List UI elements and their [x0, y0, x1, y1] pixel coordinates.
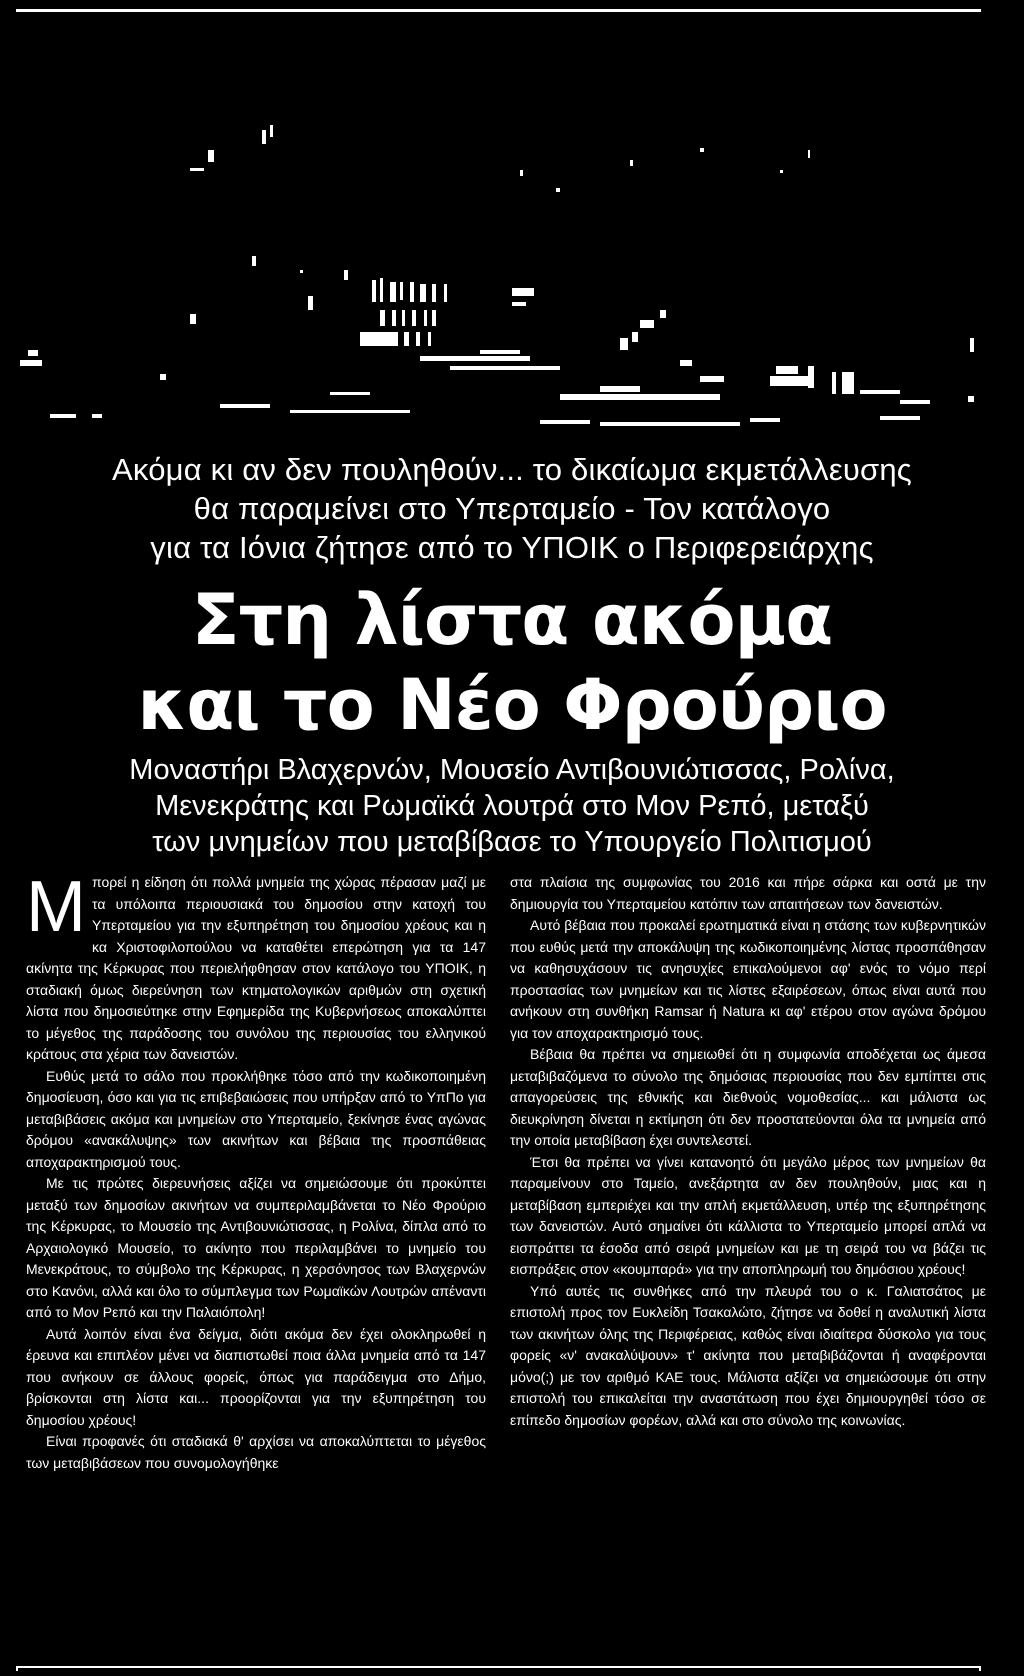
article-column-right [510, 872, 986, 1431]
headline-line-2: και το Νέο Φρούριο [137, 664, 887, 746]
subhead-line-3: των μνημείων που μεταβίβασε το Υπουργείο Πολιτισμού [152, 826, 872, 858]
subhead-line-2: Μενεκράτης και Ρωμαϊκά λουτρά στο Μον Ρεπό, μεταξύ [155, 790, 869, 822]
subheadline [40, 752, 984, 860]
paragraph: Αυτό βέβαια που προκαλεί ερωτηματικά είναι η στάσης των κυβερνητικών που ευθύς μετά την αποκάλυψη της κωδικοποιημένης λίστας προσπάθησαν να καθησυχάσουν τις ανησυχίες επικαλούμενοι αφ' ενός το νόμο περί προστασίας των μνημείων και τις λίστες εξαιρέσεων, όπως είναι αυτά που ανήκουν στη συνθήκη Ramsar ή Natura κι αφ' ετέρου στον αγώνα δρόμου για τον αποχαρακτηρισμό τους. [510, 917, 986, 1041]
night-fortress-photo [0, 20, 1024, 430]
paragraph: Με τις πρώτες διερευνήσεις αξίζει να σημειώσουμε ότι προκύπτει μεταξύ των δημοσίων ακινήτων να συμπεριλαμβάνεται το Νέο Φρούριο της Κέρκυρας, το Μουσείο της Αντιβουνιώτισσας, η Ρολίνα, δίπλα από το Αρχαιολογικό Μουσείο, το ακίνητο που περιλαμβάνει το μνημείο του Μενεκράτους, το σύμβολο της Κέρκυρας, η χερσόνησος των Βλαχερνών στο Κανόνι, αλλά και όλο το σύμπλεγμα των Ρωμαϊκών Λουτρών απέναντι από το Μον Ρεπό και την Παλαιόπολη! [26, 1175, 486, 1320]
paragraph: στα πλαίσια της συμφωνίας του 2016 και πήρε σάρκα και οστά με την δημιουργία του Υπερταμείου κατόπιν των απαιτήσεων των δανειστών. [510, 874, 986, 912]
top-rule [16, 9, 981, 12]
kicker [40, 450, 984, 567]
drop-cap: Μ [26, 867, 86, 947]
subhead-line-1: Μοναστήρι Βλαχερνών, Μουσείο Αντιβουνιώτισσας, Ρολίνα, [129, 754, 895, 786]
paragraph: Υπό αυτές τις συνθήκες από την πλευρά του ο κ. Γαλιατσάτος με επιστολή προς τον Ευκλείδη Τσακαλώτο, ζήτησε να δοθεί η αναλυτική λίστα των ακινήτων όλης της Περιφέρειας, καθώς είναι ιδιαίτερα δύσκολο για τους φορείς «ν' ανακαλύψουν» τ' ακίνητα που μεταβιβάζονται ή αναφέρονται μόνο(;) με τον αριθμό ΚΑΕ τους. Μάλιστα αξίζει να σημειώσουμε ότι στην επιστολή του επικαλείται την αναστάτωση που έχει δημιουργηθεί τόσο σε επίπεδο δημοσίων φορέων, αλλά και στο σύνολο της κοινωνίας. [510, 1282, 986, 1428]
headline-line-1: Στη λίστα ακόμα [191, 579, 833, 661]
paragraph: Αυτά λοιπόν είναι ένα δείγμα, διότι ακόμα δεν έχει ολοκληρωθεί η έρευνα και επιπλέον μένει να διαπιστωθεί ποια άλλα μνημεία από τα 147 που ανήκουν σε άλλους φορείς, όπως για παράδειγμα στο Δήμο, βρίσκονται στη λίστα και... προορίζονται για την εξυπηρέτηση του δημοσίου χρέους! [26, 1325, 486, 1428]
paragraph: πορεί η είδηση ότι πολλά μνημεία της χώρας πέρασαν μαζί με τα υπόλοιπα περιουσιακά του δημοσίου στην κατοχή του Υπερταμείου για την εξυπηρέτηση του δημοσίου χρέους και η κα Χριστοφιλοπούλου να καταθέτει επερώτηση για τα 147 ακίνητα της Κέρκυρας που περιελήφθησαν στον κατάλογο του ΥΠΟΙΚ, η σταδιακή όμως διερεύνηση των κτηματολογικών αριθμών στη σχετική λίστα που δημοσιεύτηκε στην Εφημερίδα της Κυβερνήσεως αποκαλύπτει το μέγεθος της παράδοσης του συνόλου της περιουσίας του ελληνικού κράτους στα χέρια των δανειστών. [26, 874, 486, 1062]
paragraph: Έτσι θα πρέπει να γίνει κατανοητό ότι μεγάλο μέρος των μνημείων θα παραμείνουν στο Ταμείο, ανεξάρτητα αν δεν πουληθούν, μιας και η μεταβίβαση εμπεριέχει και την απλή εκμετάλλευση, υπέρ της εξυπηρέτησης των δανειστών. Αυτό σημαίνει ότι κάλλιστα το Υπερταμείο μπορεί απλά να εισπράττει τα έσοδα από σειρά μνημείων και με τη σειρά του να βάζει τις εισπράξεις στον «κουμπαρά» για την αποπληρωμή του δημόσιου χρέους! [510, 1153, 986, 1277]
article-column-left [26, 867, 486, 1474]
kicker-line-3: για τα Ιόνια ζήτησε από το ΥΠΟΙΚ ο Περιφερειάρχης [150, 530, 874, 565]
paragraph: Ευθύς μετά το σάλο που προκλήθηκε τόσο από την κωδικοποιημένη δημοσίευση, όσο και για τις επιβεβαιώσεις που υπήρξαν από το ΥπΠο για μεταβιβάσεις ακόμα και μνημείων στο Υπερταμείο, ξεκίνησε ένας αγώνας δρόμου «ανακάλυψης» των ακινήτων και βέβαια της προσπάθειας αποχαρακτηρισμού τους. [26, 1067, 486, 1170]
kicker-line-2: θα παραμείνει στο Υπερταμείο - Τον κατάλογο [193, 491, 831, 526]
bottom-rule [16, 1666, 981, 1671]
kicker-line-1: Ακόμα κι αν δεν πουληθούν... το δικαίωμα εκμετάλλευσης [112, 452, 912, 487]
headline [40, 578, 984, 748]
paragraph: Είναι προφανές ότι σταδιακά θ' αρχίσει να αποκαλύπτεται το μέγεθος των μεταβιβάσεων που συνομολογήθηκε [26, 1433, 486, 1471]
paragraph: Βέβαια θα πρέπει να σημειωθεί ότι η συμφωνία αποδέχεται ως άμεσα μεταβιβαζόμενα το σύνολο της δημόσιας περιουσίας που δεν εμπίπτει στις απαγορεύσεις της εθνικής και διεθνούς νομοθεσίας... και μάλιστα ως διευκρίνηση δίνεται η εκτίμηση ότι δεν προστατεύονται όλα τα μνημεία από την οποία μεταβίβαση έχει συντελεστεί. [510, 1046, 986, 1148]
